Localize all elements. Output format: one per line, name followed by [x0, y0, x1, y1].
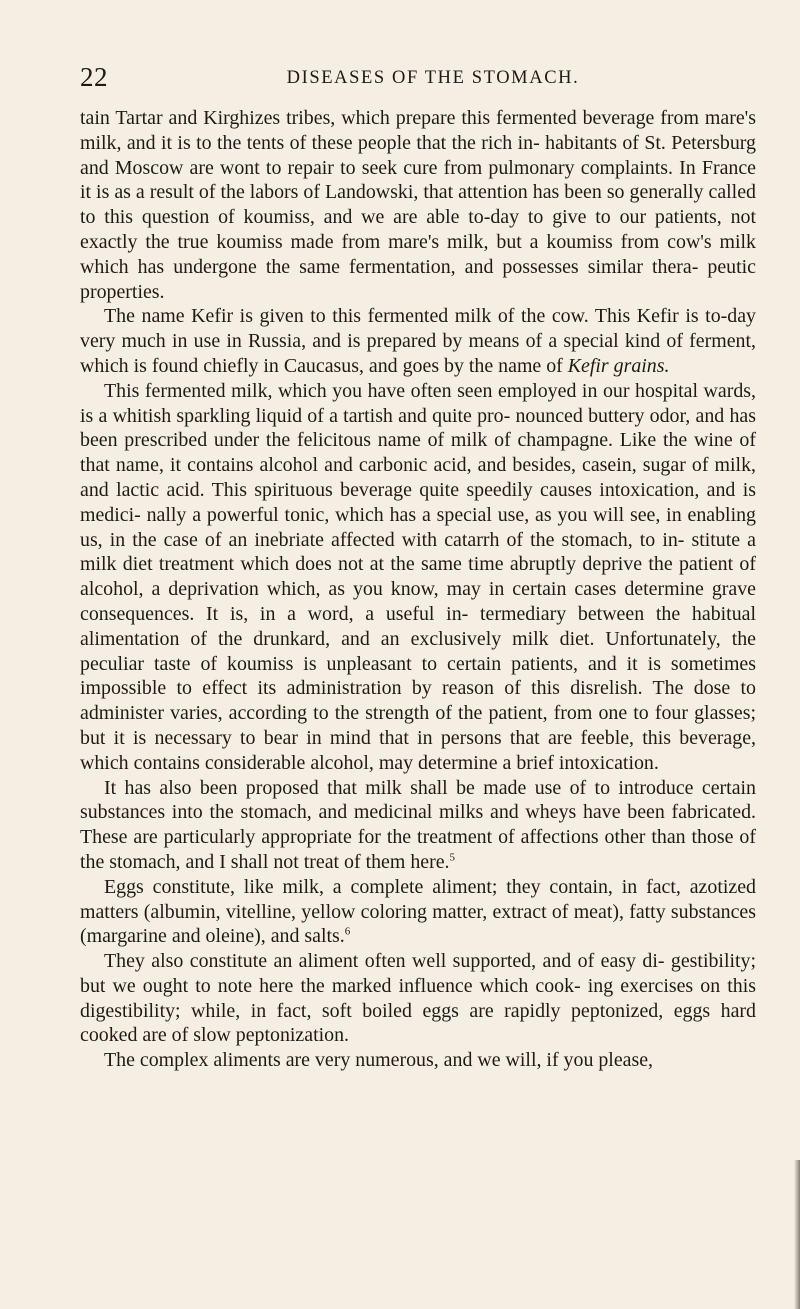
paragraph-kefir: The name Kefir is given to this fermented milk of the cow. This Kefir is to-day very much in use in Russia, and is prepared by means of a special kind of ferment, which is found chiefly in Caucasus, and goes by the name of Kefir grains.	[80, 305, 756, 377]
kefir-grains-term: Kefir grains.	[567, 354, 670, 377]
footnote-ref-5: 5	[449, 851, 456, 864]
page-number: 22	[80, 62, 108, 92]
page-edge-shadow	[794, 1160, 800, 1309]
paragraph-complex-aliments: The complex aliments are very numerous, and we will, if you please,	[104, 1049, 654, 1072]
paragraph-medicinal-milks: It has also been proposed that milk shall be made use of to introduce certain substances into the stomach, and medicinal milks and wheys have been fabricated. These are particularly appropriate for the treatment of affections other than those of the stomach, and I shall not treat of them here.$^5$	[80, 776, 756, 873]
paragraph-egg-digestibility: They also constitute an aliment often well supported, and of easy di- gestibility; but we ought to note here the marked influence which cook- ing exercises on this digestibility; while, in fact, soft boiled eggs are rapidly peptonized, eggs hard cooked are of slow peptonization.	[80, 950, 756, 1047]
footnote-ref-6: 6	[344, 925, 351, 938]
body-text	[80, 106, 756, 1073]
running-head	[80, 60, 756, 100]
paragraph-eggs: Eggs constitute, like milk, a complete aliment; they contain, in fact, azotized matters (albumin, vitelline, yellow coloring matter, extract of meat), fatty substances (margarine and oleine), and salts.$^6$	[80, 875, 756, 948]
paragraph-koumiss-origin: tain Tartar and Kirghizes tribes, which prepare this fermented beverage from mare's milk, and it is to the tents of these people that the rich in- habitants of St. Petersburg and Moscow are wont to repair to seek cure from pulmonary complaints. In France it is as a result of the labors of Landowski, that attention has been so generally called to this question of koumiss, and we are able to-day to give to our patients, not exactly the true koumiss made from mare's milk, but a koumiss from cow's milk which has undergone the same fermentation, and possesses similar thera- peutic properties.	[80, 107, 756, 303]
running-title: DISEASES OF THE STOMACH.	[286, 68, 580, 88]
paragraph-fermented-milk: This fermented milk, which you have often seen employed in our hospital wards, is a whitish sparkling liquid of a tartish and quite pro- nounced buttery odor, and has been prescribed under the felicitous name of milk of champagne. Like the wine of that name, it contains alcohol and carbonic acid, and besides, casein, sugar of milk, and lactic acid. This spirituous beverage quite speedily causes intoxication, and is medici- nally a powerful tonic, which has a special use, as you will see, in enabling us, in the case of an inebriate affected with catarrh of the stomach, to in- stitute a milk diet treatment which does not at the same time abruptly deprive the patient of alcohol, a deprivation which, as you know, may in certain cases determine grave consequences. It is, in a word, a useful in- termediary between the habitual alimentation of the drunkard, and an exclusively milk diet. Unfortunately, the peculiar taste of koumiss is unpleasant to certain patients, and it is sometimes impossible to effect its administration by reason of this disrelish. The dose to administer varies, according to the strength of the patient, from one to four glasses; but it is necessary to bear in mind that in persons that are feeble, this beverage, which contains considerable alcohol, may determine a brief intoxication.	[80, 379, 756, 774]
